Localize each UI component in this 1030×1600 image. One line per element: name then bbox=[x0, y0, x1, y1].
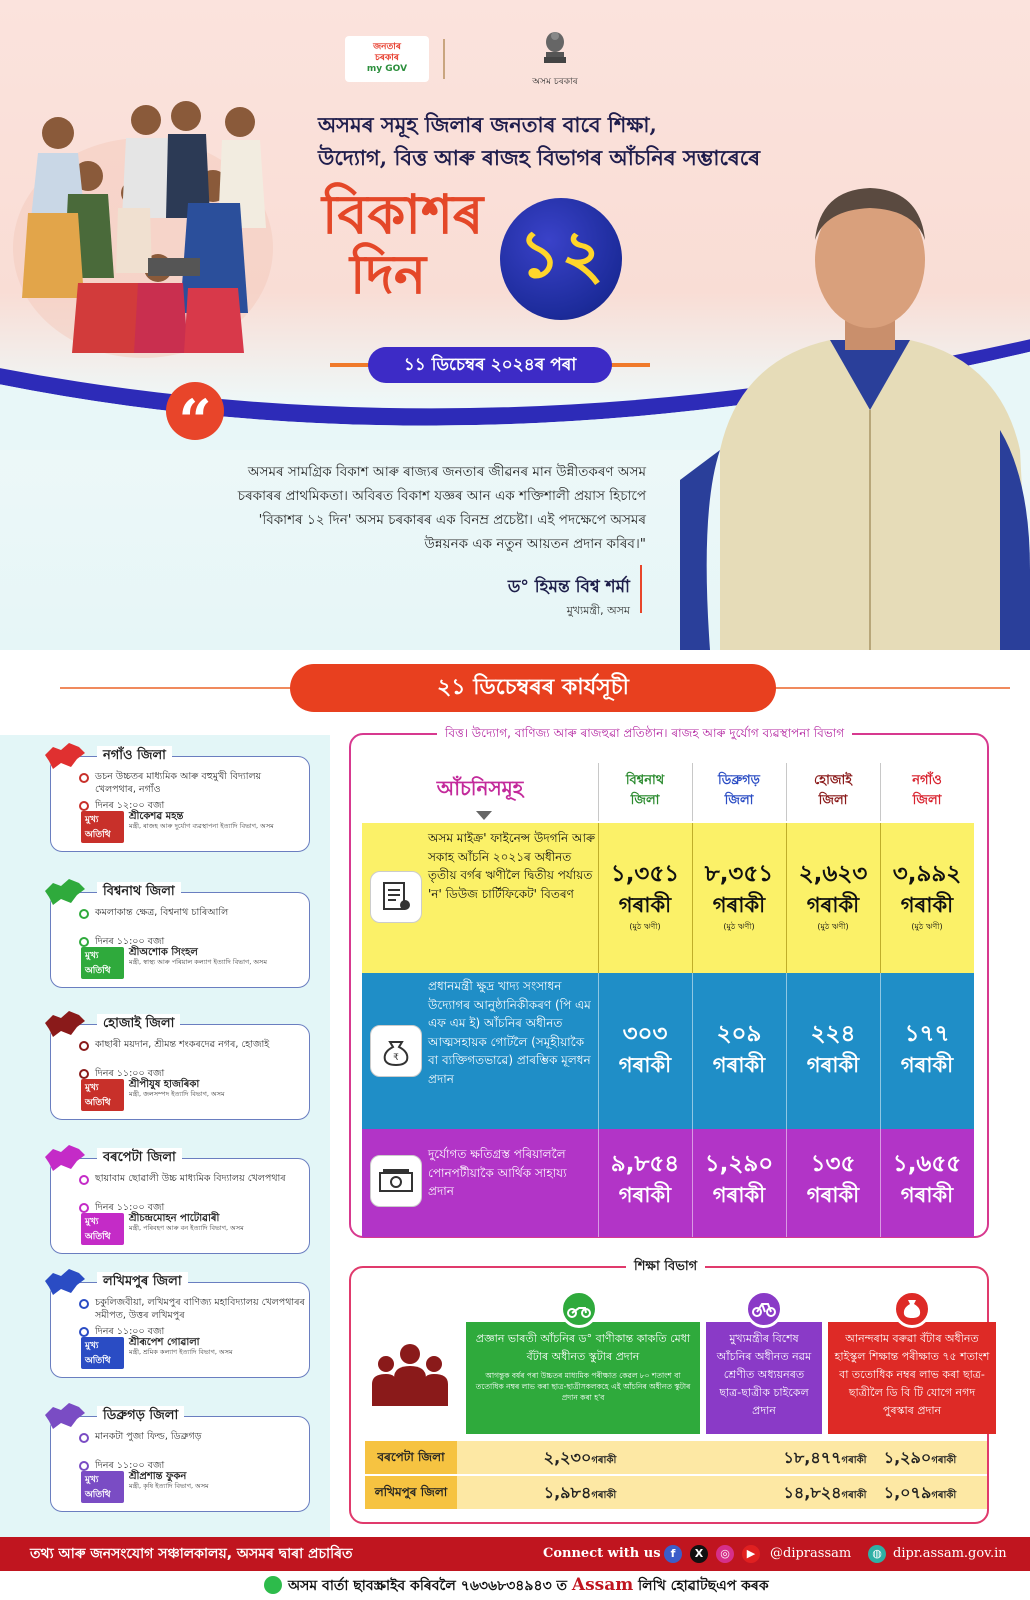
cell-unit: গৰাকী bbox=[806, 1053, 860, 1077]
education-value-unit: গৰাকী bbox=[931, 1455, 957, 1466]
cell-value: ৮,৩৫১ bbox=[704, 861, 774, 887]
education-card-cash-award bbox=[828, 1322, 996, 1434]
whatsapp-text-part1: অসম বাৰ্তা ছাবস্ক্ৰাইব কৰিবলৈ ৭৬৩৬৮৩৪৯৪৩ ত bbox=[288, 1578, 568, 1594]
time-bullet-icon bbox=[79, 1461, 89, 1471]
facebook-icon[interactable]: f bbox=[664, 1545, 682, 1563]
column-header-text: হোজাই bbox=[813, 773, 853, 788]
cell-unit: গৰাকী bbox=[900, 1053, 954, 1077]
chief-guest-designation: মন্ত্ৰী, কৃষি ইত্যাদি বিভাগ, অসম bbox=[129, 1482, 209, 1490]
quote-mark-icon: “ bbox=[166, 382, 224, 440]
quote-author-name: ড° হিমন্ত বিশ্ব শৰ্মা bbox=[507, 577, 630, 597]
education-row-label: বৰপেটা জিলা bbox=[365, 1441, 457, 1474]
website-link[interactable]: dipr.assam.gov.in bbox=[893, 1546, 1007, 1561]
emblem-caption: অসম চৰকাৰ bbox=[532, 77, 578, 87]
district-venue: ডচন উচ্চতৰ মাধ্যমিক আৰু বহুমুখী বিদ্যালয় খেলপথাৰ, নগাঁও bbox=[95, 771, 262, 795]
cell-value: ৯,৮৫৪ bbox=[610, 1151, 680, 1177]
column-header-text: জিলা bbox=[724, 793, 754, 808]
district-time: দিনৰ ১১:০০ বজা bbox=[95, 1326, 165, 1337]
cell-sublabel: (মুঠ ঋণী) bbox=[911, 922, 943, 931]
cell-value: ১৭৭ bbox=[904, 1021, 950, 1047]
time-bullet-icon bbox=[79, 801, 89, 811]
cell-unit: গৰাকী bbox=[900, 893, 954, 917]
education-section-title: শিক্ষা বিভাগ bbox=[626, 1257, 705, 1278]
time-bullet-icon bbox=[79, 1327, 89, 1337]
whatsapp-subscribe-text bbox=[288, 1571, 769, 1600]
venue-bullet-icon bbox=[79, 1433, 89, 1443]
people-group-illustration bbox=[8, 98, 278, 358]
education-value-number: ২,২৩০ bbox=[543, 1448, 592, 1467]
cell-unit: গৰাকী bbox=[900, 1183, 954, 1207]
table-cell bbox=[786, 859, 880, 933]
footer-bar bbox=[0, 1537, 1030, 1571]
cell-unit: গৰাকী bbox=[806, 1183, 860, 1207]
logo-separator bbox=[443, 39, 445, 79]
quote-line-1: অসমৰ সামগ্ৰিক বিকাশ আৰু ৰাজ্যৰ জনতাৰ জীৱনৰ মান উন্নীতকৰণ অসম bbox=[247, 464, 646, 480]
education-value bbox=[465, 1476, 695, 1509]
education-value-number: ১,৯৮৪ bbox=[543, 1483, 592, 1502]
campaign-number-badge bbox=[500, 198, 622, 320]
chief-guest-designation: মন্ত্ৰী, জলসম্পদ ইত্যাদি বিভাগ, অসম bbox=[129, 1090, 225, 1098]
table-cell bbox=[692, 1019, 786, 1081]
quote-line-3: 'বিকাশৰ ১২ দিন' অসম চৰকাৰৰ এক বিনম্ৰ প্ৰচেষ্টা। এই পদক্ষেপে অসমৰ bbox=[258, 512, 646, 528]
column-divider bbox=[598, 763, 599, 821]
whatsapp-icon bbox=[264, 1576, 282, 1594]
venue-bullet-icon bbox=[79, 909, 89, 919]
column-header-hojai bbox=[786, 763, 880, 821]
cell-value: ১,২৯০ bbox=[704, 1151, 774, 1177]
table-row-pmfme bbox=[362, 973, 974, 1129]
district-time: দিনৰ ১১:০০ বজা bbox=[95, 1460, 165, 1471]
globe-icon: ◍ bbox=[868, 1545, 886, 1563]
district-map-icon bbox=[43, 741, 87, 771]
education-value-number: ১৮,৪৭৭ bbox=[783, 1448, 842, 1467]
cell-unit: গৰাকী bbox=[712, 893, 766, 917]
column-header-dibrugarh bbox=[692, 763, 786, 821]
chief-minister-photo bbox=[680, 150, 1030, 650]
quote-author-bar bbox=[640, 565, 642, 613]
chief-guest bbox=[81, 811, 309, 843]
chief-guest-name: শ্ৰীপ্ৰশান্ত ফুকন bbox=[129, 1471, 187, 1482]
table-department-label: বিত্ত। উদ্যোগ, বাণিজ্য আৰু ৰাজহুৱা প্ৰতিষ্ঠান। ৰাজহ আৰু দুৰ্যোগ ব্যৱস্থাপনা বিভাগ bbox=[437, 725, 852, 745]
column-header-biswanath bbox=[598, 763, 692, 821]
cell-value: ২,৬২৩ bbox=[798, 861, 868, 887]
district-card bbox=[50, 884, 310, 988]
cell-value: ৩০৩ bbox=[622, 1021, 668, 1047]
table-cell bbox=[880, 1149, 974, 1211]
column-header-text: জিলা bbox=[818, 793, 848, 808]
education-row-barpeta bbox=[365, 1441, 987, 1474]
logo-sarkar-text: চৰকাৰ bbox=[375, 53, 399, 63]
quote-line-2: চৰকাৰৰ প্ৰাথমিকতা। অবিৰত বিকাশ যজ্ঞৰ আন এক শক্তিশালী প্ৰয়াস হিচাপে bbox=[237, 488, 646, 504]
quote-line-4: উন্নয়নক এক নতুন আয়তন প্ৰদান কৰিব।" bbox=[424, 536, 646, 552]
chief-guest bbox=[81, 1079, 309, 1111]
quote-author-role: মুখ্যমন্ত্ৰী, অসম bbox=[566, 604, 630, 617]
venue-bullet-icon bbox=[79, 1299, 89, 1309]
state-emblem bbox=[515, 28, 595, 89]
education-value bbox=[855, 1441, 985, 1474]
district-time: দিনৰ ১১:০০ বজা bbox=[95, 936, 165, 947]
table-cell bbox=[880, 859, 974, 933]
education-row-label: লখিমপুৰ জিলা bbox=[365, 1476, 457, 1509]
cell-value: ২০৯ bbox=[716, 1021, 762, 1047]
district-venue: মানকটা পুজা ফিল্ড, ডিব্ৰুগড় bbox=[95, 1431, 202, 1442]
cell-value: ১৩৫ bbox=[810, 1151, 856, 1177]
headline-line-2: উদ্যোগ, বিত্ত আৰু ৰাজহ বিভাগৰ আঁচনিৰ সম্ভাৰেৰে bbox=[318, 145, 761, 170]
certificate-icon bbox=[370, 871, 422, 923]
cell-unit: গৰাকী bbox=[806, 893, 860, 917]
cell-sublabel: (মুঠ ঋণী) bbox=[629, 922, 661, 931]
chief-guest bbox=[81, 947, 309, 979]
chief-guest-designation: মন্ত্ৰী, স্বাস্থ্য আৰু পৰিয়াল কল্যাণ ইত্যাদি বিভাগ, অসম bbox=[129, 958, 267, 966]
education-card-text: প্ৰজ্ঞান ভাৰতী আঁচনিৰ ড° বাণীকান্ত কাকতি মেধা বঁটাৰ অধীনত স্কুটাৰ প্ৰদান bbox=[475, 1332, 691, 1363]
education-value-number: ১,২৯০ bbox=[883, 1448, 932, 1467]
column-divider bbox=[786, 763, 787, 821]
cash-icon bbox=[370, 1155, 422, 1207]
hero-banner bbox=[0, 0, 1030, 650]
table-cell bbox=[598, 1149, 692, 1211]
table-cell bbox=[598, 1019, 692, 1081]
cell-unit: গৰাকী bbox=[618, 893, 672, 917]
footer-whatsapp-bar bbox=[0, 1571, 1030, 1600]
table-cell bbox=[880, 1019, 974, 1081]
cell-unit: গৰাকী bbox=[618, 1183, 672, 1207]
district-venue: কাছাৰী ময়দান, শ্ৰীমন্ত শংকৰদেৱ নগৰ, হোজাই bbox=[95, 1039, 270, 1050]
chief-guest-designation: মন্ত্ৰী, শ্ৰমিক কল্যাণ ইত্যাদি বিভাগ, অসম bbox=[129, 1348, 233, 1356]
education-card-text: মুখ্যমন্ত্ৰীৰ বিশেষ আঁচনিৰ অধীনত নৱম শ্ৰেণীত অধ্যয়নৰত ছাত্ৰ-ছাত্ৰীক চাইকেল প্ৰদান bbox=[716, 1332, 812, 1417]
table-cell bbox=[692, 859, 786, 933]
district-venue: কমলাকান্ত ক্ষেত্ৰ, বিশ্বনাথ চাৰিআলি bbox=[95, 907, 229, 918]
cell-sublabel: (মুঠ ঋণী) bbox=[817, 922, 849, 931]
start-date-pill: ১১ ডিচেম্বৰ ২০২৪ৰ পৰা bbox=[368, 347, 612, 383]
time-bullet-icon bbox=[79, 937, 89, 947]
chief-guest-badge: মুখ্য অতিথি bbox=[81, 1471, 124, 1503]
students-group-icon bbox=[372, 1342, 448, 1406]
quote-author bbox=[430, 574, 630, 621]
education-card-text: আনন্দৰাম বৰুৱা বঁটাৰ অধীনত হাইস্কুল শিক্ষান্ত পৰীক্ষাত ৭৫ শতাংশ বা ততোধিক নম্বৰ লাভ কৰা ছাত্ৰ-ছাত্ৰীলৈ ডি বি টি যোগে নগদ পুৰস্কাৰ প্ৰদান bbox=[834, 1332, 990, 1417]
instagram-icon[interactable]: ◎ bbox=[716, 1545, 734, 1563]
cell-unit: গৰাকী bbox=[618, 1053, 672, 1077]
footer-publisher: তথ্য আৰু জনসংযোগ সঞ্চালকালয়, অসমৰ দ্বাৰা প্ৰচাৰিত bbox=[30, 1546, 353, 1562]
chief-guest-badge: মুখ্য অতিথি bbox=[81, 1337, 124, 1369]
district-map-icon bbox=[43, 1009, 87, 1039]
money-bag-icon bbox=[893, 1290, 931, 1328]
district-name: লখিমপুৰ জিলা bbox=[97, 1272, 188, 1293]
chief-guest-name: শ্ৰীৰূপেশ গোৱালা bbox=[129, 1337, 200, 1348]
district-name: বিশ্বনাথ জিলা bbox=[97, 882, 181, 903]
education-value bbox=[465, 1441, 695, 1474]
program-title: ২১ ডিচেম্বৰৰ কাৰ্যসূচী bbox=[290, 664, 776, 712]
district-card bbox=[50, 1274, 310, 1378]
table-cell bbox=[786, 1149, 880, 1211]
table-row-microfinance bbox=[362, 823, 974, 973]
money-bag-icon bbox=[370, 1025, 422, 1077]
scooter-icon bbox=[560, 1290, 598, 1328]
column-header-text: বিশ্বনাথ bbox=[625, 773, 665, 788]
chief-guest bbox=[81, 1471, 309, 1503]
education-value-unit: গৰাকী bbox=[591, 1490, 617, 1501]
district-card bbox=[50, 1016, 310, 1120]
x-twitter-icon[interactable]: X bbox=[690, 1545, 708, 1563]
scheme-description: অসম মাইক্ৰ' ফাইনেন্স উদগনি আৰু সকাহ আঁচনি ২০২১ৰ অধীনত তৃতীয় বৰ্গৰ ঋণীলৈ দ্বিতীয় পৰ্যায়ত 'ন' ডিউজ চাৰ্টিফিকেট' বিতৰণ bbox=[428, 831, 596, 901]
whatsapp-text-part2: লিখি হোৱাটছএপ কৰক bbox=[638, 1578, 769, 1594]
chief-guest-designation: মন্ত্ৰী, পৰিবহণ আৰু বন ইত্যাদি বিভাগ, অসম bbox=[129, 1224, 244, 1232]
lion-capital-icon bbox=[540, 28, 570, 68]
chief-guest-name: শ্ৰীকেশৱ মহন্ত bbox=[129, 811, 184, 822]
column-header-text: ডিব্ৰুগড় bbox=[718, 773, 760, 788]
chief-guest-name: শ্ৰীপীযুষ হাজৰিকা bbox=[129, 1079, 200, 1090]
education-value-unit: গৰাকী bbox=[841, 1455, 867, 1466]
district-card bbox=[50, 1150, 310, 1254]
column-divider bbox=[880, 763, 881, 821]
education-card-scooter bbox=[466, 1322, 700, 1434]
cell-value: ১,৬৫৫ bbox=[892, 1151, 962, 1177]
venue-bullet-icon bbox=[79, 773, 89, 783]
headline-line-1: অসমৰ সমূহ জিলাৰ জনতাৰ বাবে শিক্ষা, bbox=[318, 112, 657, 137]
footer-connect-label: Connect with us bbox=[543, 1546, 661, 1561]
time-bullet-icon bbox=[79, 1203, 89, 1213]
chief-guest-designation: মন্ত্ৰী, ৰাজহ আৰু দুৰ্যোগ ব্যৱস্থাপনা ইত্যাদি বিভাগ, অসম bbox=[129, 822, 274, 830]
education-card-bicycle bbox=[706, 1322, 822, 1434]
cell-value: ১,৩৫১ bbox=[610, 861, 680, 887]
scheme-description: প্ৰধানমন্ত্ৰী ক্ষুদ্ৰ খাদ্য সংসাধন উদ্যোগৰ আনুষ্ঠানিকীকৰণ (পি এম এফ এম ই) আঁচনিৰ অধীনত আত্মসহায়ক গোটলৈ (সমূহীয়াকৈ বা ব্যক্তিগতভাৱে) প্ৰাৰম্ভিক মূলধন প্ৰদান bbox=[428, 979, 591, 1086]
column-header-text: জিলা bbox=[912, 793, 942, 808]
logo-row bbox=[345, 28, 595, 89]
column-header-text: জিলা bbox=[630, 793, 660, 808]
district-venue: ছায়াবাম ছোৱালী উচ্চ মাধ্যমিক বিদ্যালয় খেলপথাৰ bbox=[95, 1173, 286, 1184]
district-map-icon bbox=[43, 1401, 87, 1431]
column-header-nagaon bbox=[880, 763, 974, 821]
district-name: হোজাই জিলা bbox=[97, 1014, 180, 1035]
venue-bullet-icon bbox=[79, 1175, 89, 1185]
district-name: ডিব্ৰুগড় জিলা bbox=[97, 1406, 184, 1427]
scheme-arrow-icon bbox=[476, 811, 492, 820]
education-value bbox=[855, 1476, 985, 1509]
column-divider bbox=[692, 763, 693, 821]
education-value-unit: গৰাকী bbox=[591, 1455, 617, 1466]
education-row-lakhimpur bbox=[365, 1476, 987, 1509]
scheme-description: দুৰ্যোগত ক্ষতিগ্ৰস্ত পৰিয়াললৈ পোনপটীয়াকৈ আৰ্থিক সাহায্য প্ৰদান bbox=[428, 1147, 567, 1198]
education-value-number: ১,০৭৯ bbox=[883, 1483, 932, 1502]
district-time: দিনৰ ১১:০০ বজা bbox=[95, 1202, 165, 1213]
chief-guest bbox=[81, 1337, 309, 1369]
campaign-title-line-1: বিকাশৰ bbox=[322, 182, 484, 246]
campaign-title bbox=[322, 184, 497, 304]
chief-guest-badge: মুখ্য অতিথি bbox=[81, 947, 124, 979]
chief-guest-name: শ্ৰীঅশোক সিংহল bbox=[129, 947, 198, 958]
svg-text:₹: ₹ bbox=[393, 1053, 399, 1063]
cell-unit: গৰাকী bbox=[712, 1053, 766, 1077]
district-map-icon bbox=[43, 1267, 87, 1297]
district-map-icon bbox=[43, 877, 87, 907]
cell-value: ৩,৯৯২ bbox=[892, 861, 962, 887]
chief-guest-badge: মুখ্য অতিথি bbox=[81, 1213, 124, 1245]
district-venue: চকুলিজবীয়া, লখিমপুৰ বাণিজ্য মহাবিদ্যালয় খেলপথাৰৰ সমীপত, উত্তৰ লখিমপুৰ bbox=[95, 1297, 305, 1321]
district-card bbox=[50, 748, 310, 852]
logo-mygov-text: my GOV bbox=[366, 64, 408, 74]
chief-guest-name: শ্ৰীচন্দ্ৰমোহন পাটোৱাৰী bbox=[129, 1213, 220, 1224]
education-card-subtext: আগন্তুক বৰ্ষৰ পৰা উচ্চতৰ মাধ্যমিক পৰীক্ষাত কেৱল ৮০ শতাংশ বা ততোধিক নম্বৰ লাভ কৰা ছাত্ৰ-ছাত্ৰীসকলকহে এই আঁচনিৰ অধীনত স্কুটাৰ প্ৰদান কৰা হ'ব bbox=[475, 1371, 691, 1402]
chief-guest-badge: মুখ্য অতিথি bbox=[81, 1079, 124, 1111]
table-cell bbox=[786, 1019, 880, 1081]
cell-sublabel: (মুঠ ঋণী) bbox=[723, 922, 755, 931]
time-bullet-icon bbox=[79, 1069, 89, 1079]
cell-value: ২২৪ bbox=[810, 1021, 856, 1047]
cell-unit: গৰাকী bbox=[712, 1183, 766, 1207]
table-cell bbox=[598, 859, 692, 933]
logo-janatar-text: জনতাৰ bbox=[373, 42, 401, 52]
whatsapp-keyword: Assam bbox=[571, 1575, 634, 1595]
district-name: নগাঁও জিলা bbox=[97, 746, 172, 767]
venue-bullet-icon bbox=[79, 1041, 89, 1051]
district-time: দিনৰ ১২:০০ বজা bbox=[95, 800, 165, 811]
chief-guest-badge: মুখ্য অতিথি bbox=[81, 811, 124, 843]
column-header-text: নগাঁও bbox=[912, 773, 942, 788]
education-value-number: ১৪,৮২৪ bbox=[783, 1483, 842, 1502]
janatar-sarkar-logo bbox=[345, 36, 429, 82]
social-handle-link[interactable]: @diprassam bbox=[770, 1546, 852, 1561]
bicycle-icon bbox=[745, 1290, 783, 1328]
campaign-number: ১২ bbox=[518, 215, 604, 293]
quote-text bbox=[198, 460, 646, 556]
district-name: বৰপেটা জিলা bbox=[97, 1148, 182, 1169]
education-value-unit: গৰাকী bbox=[841, 1490, 867, 1501]
district-card bbox=[50, 1408, 310, 1512]
chief-guest bbox=[81, 1213, 309, 1245]
education-value-unit: গৰাকী bbox=[931, 1490, 957, 1501]
table-cell bbox=[692, 1149, 786, 1211]
table-row-disaster-relief bbox=[362, 1129, 974, 1237]
youtube-icon[interactable]: ▶ bbox=[742, 1545, 760, 1563]
campaign-title-line-2: দিন bbox=[350, 242, 427, 306]
district-map-icon bbox=[43, 1143, 87, 1173]
district-time: দিনৰ ১১:০০ বজা bbox=[95, 1068, 165, 1079]
scheme-column-header: আঁচনিসমূহ bbox=[436, 776, 524, 800]
